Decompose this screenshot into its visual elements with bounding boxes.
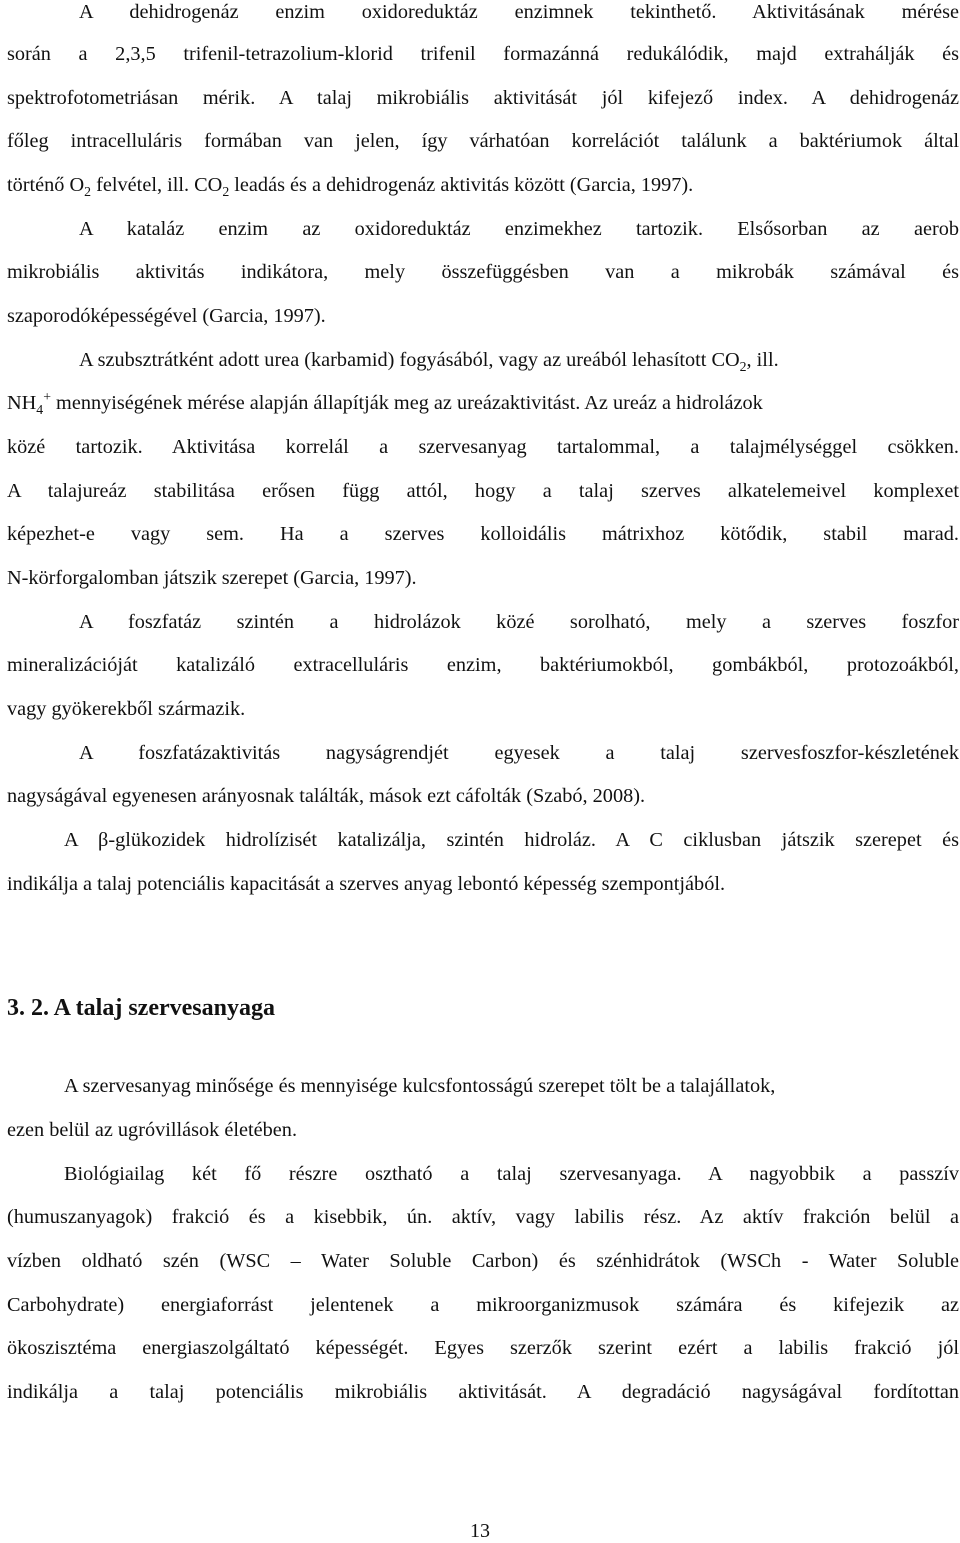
text-line: ezen belül az ugróvillások életében. [7,1119,298,1141]
text-line: indikálja a talaj potenciális kapacitását a szerves anyag lebontó képesség szempontjából. [7,873,726,895]
text-line: A szervesanyag minősége és mennyisége kulcsfontosságú szerepet tölt be a talajállatok, [64,1075,776,1097]
text-line: $NH_4^+$ mennyiségének mérése alapján állapítják meg az ureázaktivitást. Az ureáz a hidrolázok [7,389,763,417]
text-line: (humuszanyagok) frakció és a kisebbik, ún. aktív, vagy labilis rész. Az aktív frakción belül a [7,1206,959,1228]
text-line: A kataláz enzim az oxidoreduktáz enzimekhez tartozik. Elsősorban az aerob [79,218,959,240]
text-line: A β-glükozidek hidrolízisét katalizálja, szintén hidroláz. A C ciklusban játszik szerepet és [64,829,959,851]
text-line: A foszfatáz szintén a hidrolázok közé sorolható, mely a szerves foszfor [79,611,959,633]
text-line: vagy gyökerekből származik. [7,698,246,720]
text-line: mineralizációját katalizáló extracelluláris enzim, baktériumokból, gombákból, protozoákból, [7,654,959,676]
text-line: A talajureáz stabilitása erősen függ attól, hogy a talaj szerves alkatelemeivel komplexet [7,480,959,502]
text-line: során a 2,3,5 trifenil-tetrazolium-klorid trifenil formazánná redukálódik, majd extrahálják és [7,43,959,65]
text-line: indikálja a talaj potenciális mikrobiális aktivitását. A degradáció nagyságával fordítottan [7,1381,959,1403]
text-line: közé tartozik. Aktivitása korrelál a szervesanyag tartalommal, a talajmélységgel csökken. [7,436,959,458]
text-line: mikrobiális aktivitás indikátora, mely összefüggésben van a mikrobák számával és [7,261,959,283]
text-line: Biológiailag két fő részre osztható a talaj szervesanyaga. A nagyobbik a passzív [64,1163,959,1185]
text-line: A dehidrogenáz enzim oxidoreduktáz enzimnek tekinthető. Aktivitásának mérése [79,1,959,23]
text-line: nagyságával egyenesen arányosnak találták, mások ezt cáfolták (Szabó, 2008). [7,785,646,807]
text-line: spektrofotometriásan mérik. A talaj mikrobiális aktivitását jól kifejező index. A dehidrogenáz [7,87,959,109]
text-line: Carbohydrate) energiaforrást jelentenek a mikroorganizmusok számára és kifejezik az [7,1294,959,1316]
text-line: vízben oldható szén (WSC – Water Soluble Carbon) és szénhidrátok (WSCh - Water Soluble [7,1250,959,1272]
text-line: szaporodóképességével (Garcia, 1997). [7,305,326,327]
text-line: A foszfatázaktivitás nagyságrendjét egyesek a talaj szervesfoszfor-készletének [79,742,959,764]
text-line: ökoszisztéma energiaszolgáltató képességét. Egyes szerzők szerint ezért a labilis frakció jól [7,1337,959,1359]
text-line: főleg intracelluláris formában van jelen, így várhatóan korrelációt találunk a baktériumok által [7,130,959,152]
text-line: képezhet-e vagy sem. Ha a szerves kolloidális mátrixhoz kötődik, stabil marad. [7,523,959,545]
text-line: N-körforgalomban játszik szerepet (Garcia, 1997). [7,567,417,589]
section-heading: 3. 2. A talaj szervesanyaga [7,995,275,1021]
page-number: 13 [470,1520,490,1542]
text-line: történő $O_2$ felvétel, ill. $CO_2$ leadás és a dehidrogenáz aktivitás között (Garcia, 1997). [7,174,694,199]
text-line: A szubsztrátként adott urea (karbamid) fogyásából, vagy az ureából lehasított $CO_2$, ill. [79,349,779,374]
